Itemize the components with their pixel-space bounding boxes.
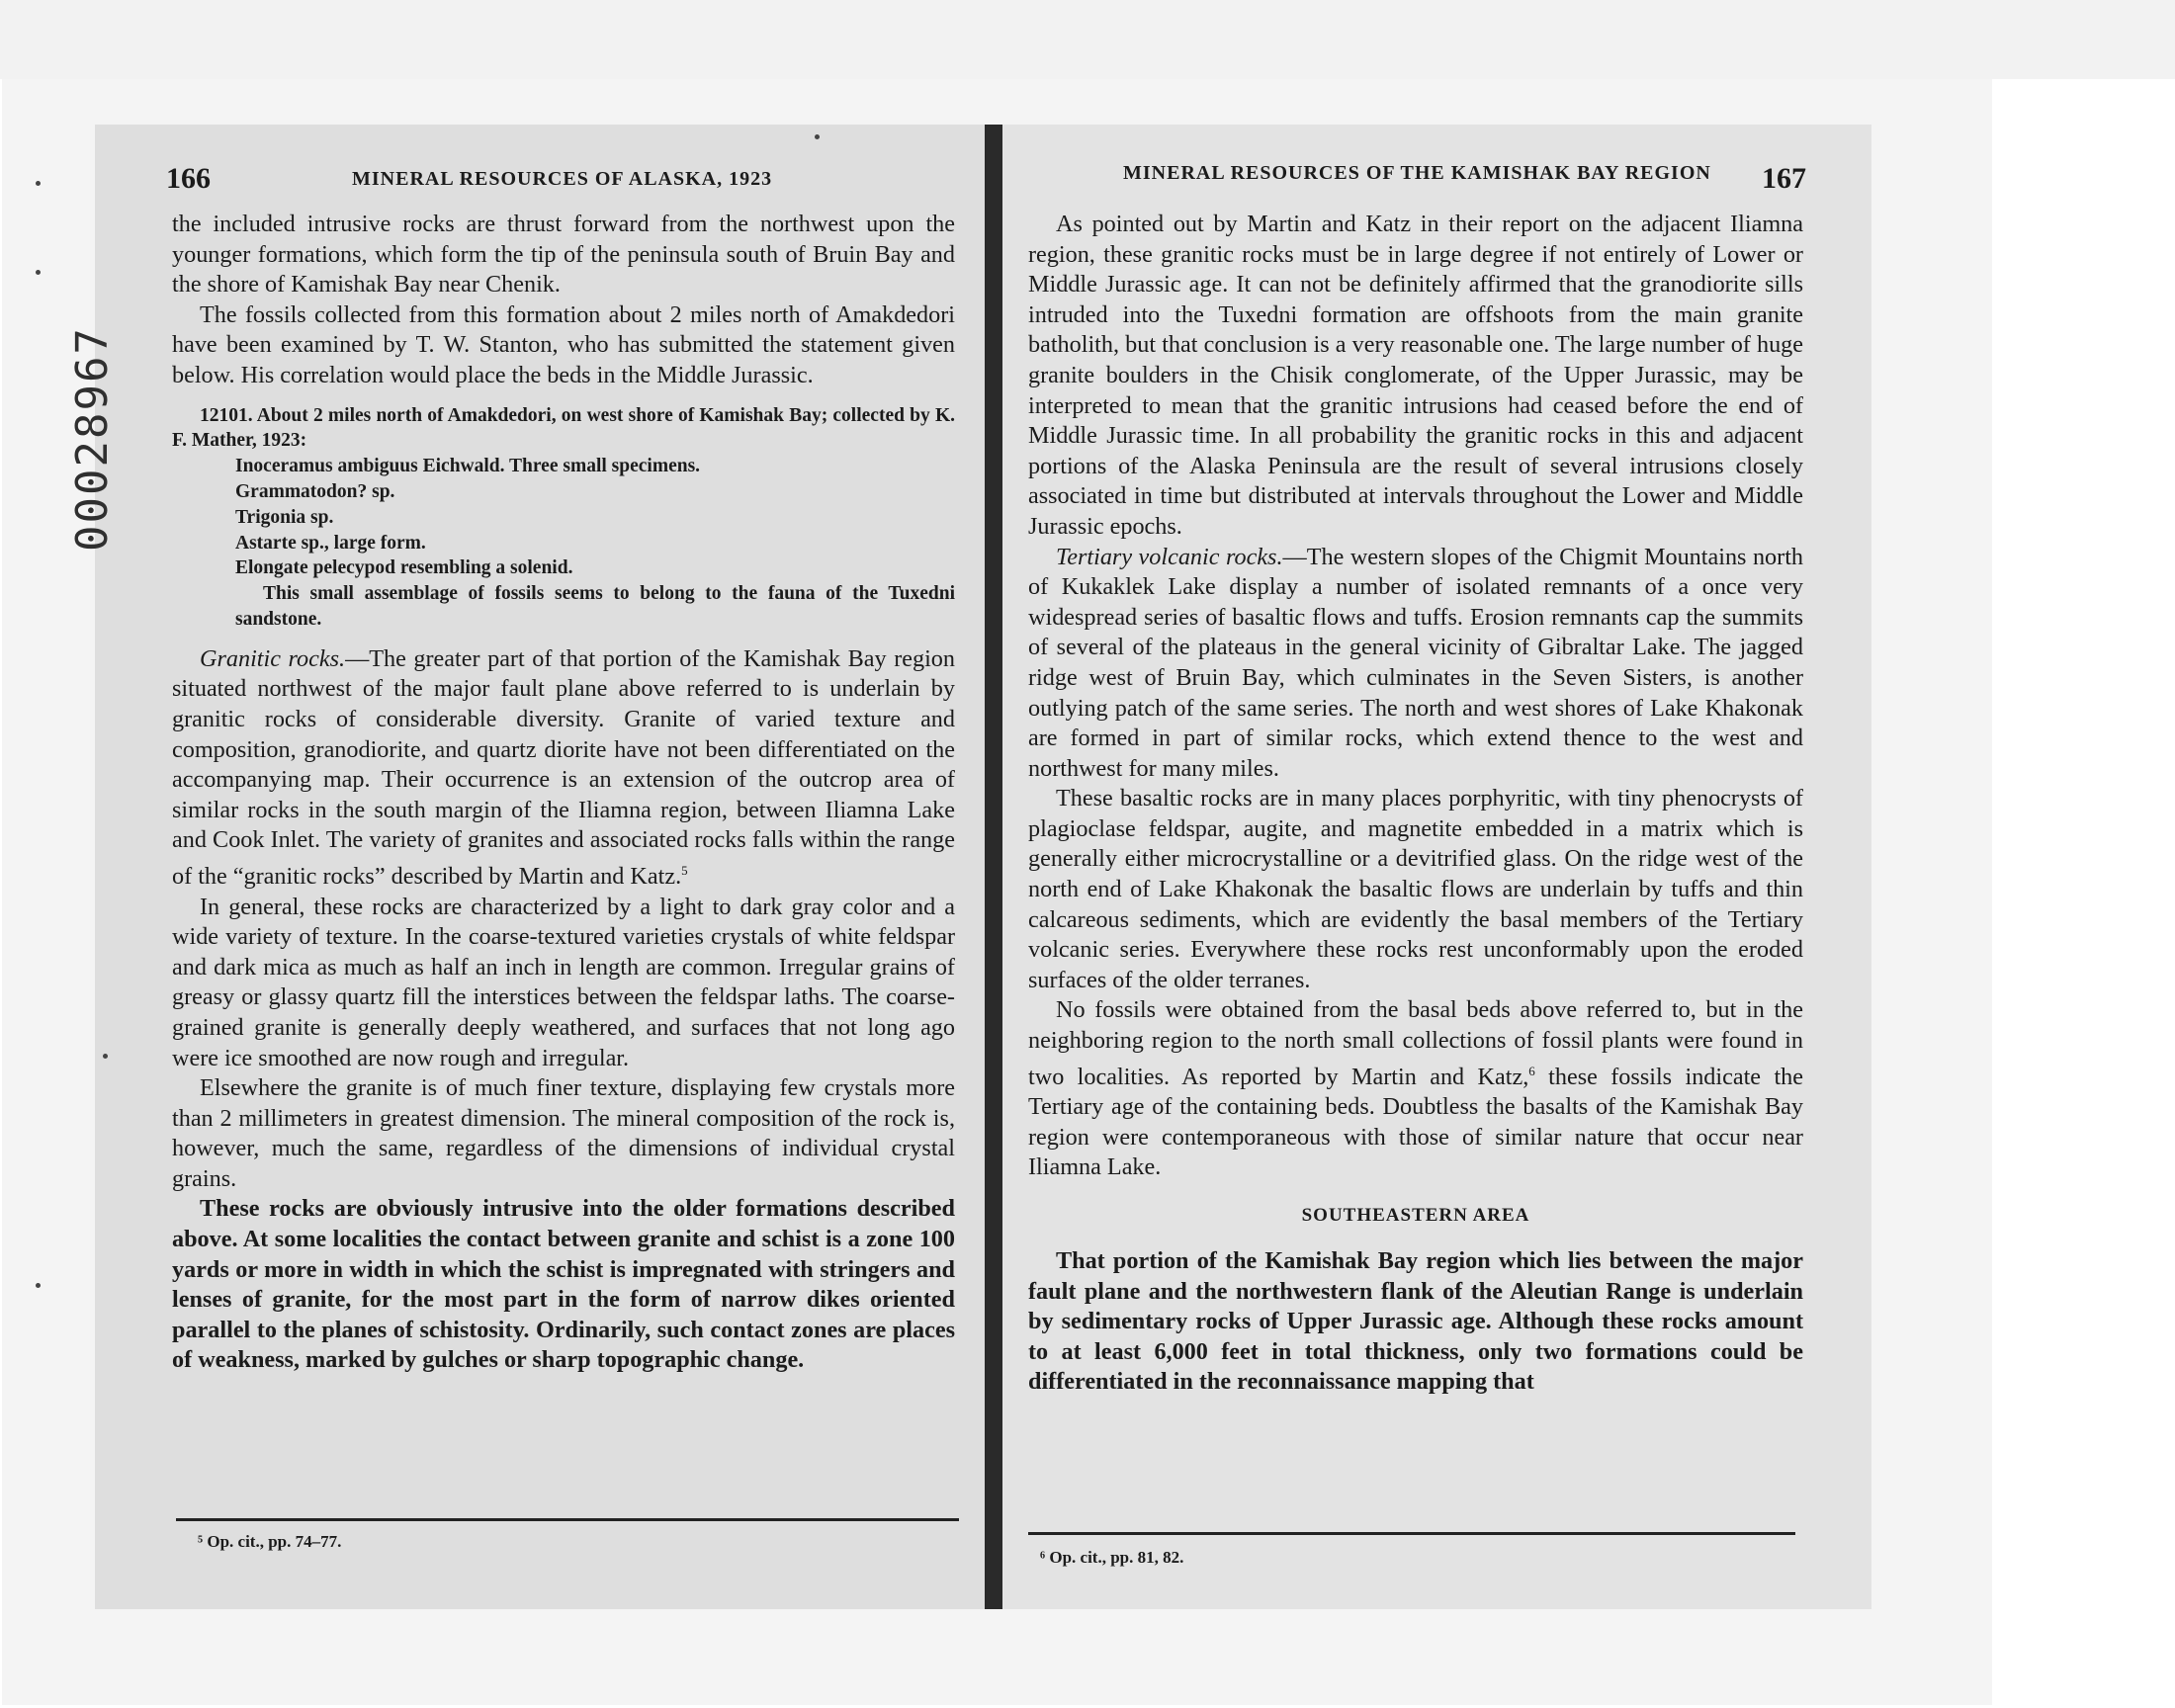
tertiary-paragraph xyxy=(1028,543,1803,785)
left-footnote-rule xyxy=(176,1518,959,1521)
no-fossils-paragraph xyxy=(1028,995,1803,1183)
scan-speck xyxy=(36,181,41,186)
southeastern-paragraph: That portion of the Kamishak Bay region which lies between the major fault plane and the northwestern flank of the Aleutian Range is underlain by sedimentary rocks of Upper Jurassic age. Although these rocks amount to at least 6,000 feet in total thickness, only two formations could be differentiated in the reconnaissance mapping that xyxy=(1028,1247,1803,1396)
intrusive-paragraph: These rocks are obviously intrusive into the older formations described above. At some localities the contact between granite and schist is a zone 100 yards or more in width in which the schist is impregnated with stringers and lenses of granite, for the most part in the form of narrow dikes oriented parallel to the planes of schistosity. Ordinarily, such contact zones are places of weakness, marked by gulches or sharp topographic change. xyxy=(172,1195,955,1374)
left-text-column xyxy=(172,210,955,1376)
left-footnote: ⁵ Op. cit., pp. 74–77. xyxy=(198,1532,342,1551)
no-fossils-text-end: these fossils indicate the Tertiary age of the containing beds. Doubtless the basalts of the Kamishak Bay region were contemporaneous with those of similar nature that occur near Iliamna Lake. xyxy=(1028,1063,1803,1181)
scan-speck xyxy=(815,134,820,139)
left-paragraph-fossils: The fossils collected from this formation about 2 miles north of Amakdedori have been examined by T. W. Stanton, who has submitted the statement given below. His correlation would place the beds in the Middle Jurassic. xyxy=(172,300,955,388)
granitic-rocks-text: —The greater part of that portion of the Kamishak Bay region situated northwest of the major fault plane above referred to is underlain by granitic rocks of considerable diversity. Granite of varied texture and composition, granodiorite, and quartz diorite have not been differentiated on the accompanying map. Their occurrence is an extension of the outcrop area of similar rocks in the south margin of the Iliamna region, between Iliamna Lake and Cook Inlet. The variety of granites and associated rocks falls within the range of the “granitic rocks” described by Martin and Katz. xyxy=(172,644,955,890)
no-fossils-text: No fossils were obtained from the basal beds above referred to, but in the neighboring region to the north small collections of fossil plants were found in two localities. As reported by Martin and Katz, xyxy=(1028,996,1803,1090)
right-footnote: ⁶ Op. cit., pp. 81, 82. xyxy=(1040,1548,1184,1567)
basaltic-paragraph: These basaltic rocks are in many places porphyritic, with tiny phenocrysts of plagioclase feldspar, augite, and magnetite embedded in a matrix which is generally either microcrystalline or a devitrified glass. On the ridge west of the north end of Lake Khakonak the basaltic flows are underlain by tuffs and thin calcareous sediments, which are evidently the basal members of the Tertiary volcanic series. Everywhere these rocks rest unconformably upon the eroded surfaces of the older terranes. xyxy=(1028,785,1803,993)
fossil-item: Grammatodon? sp. xyxy=(235,480,395,502)
section-heading: SOUTHEASTERN AREA xyxy=(1301,1205,1530,1227)
left-paragraph-continued: the included intrusive rocks are thrust forward from the northwest upon the younger formations, which form the tip of the peninsula south of Bruin Bay and the shore of Kamishak Bay near Chenik. xyxy=(172,211,955,299)
footnote-ref-6: 6 xyxy=(1528,1063,1535,1078)
fossil-item: Astarte sp., large form. xyxy=(235,532,426,554)
top-margin xyxy=(0,0,2175,79)
tertiary-heading: Tertiary volcanic rocks. xyxy=(1056,543,1283,570)
right-running-head: MINERAL RESOURCES OF THE KAMISHAK BAY REGION xyxy=(1123,162,1711,184)
right-page-number: 167 xyxy=(1762,162,1806,195)
right-footnote-rule xyxy=(1028,1532,1795,1535)
scan-speck xyxy=(36,270,41,275)
fossil-item: Elongate pelecypod resembling a solenid. xyxy=(235,557,573,579)
fossil-note: This small assemblage of fossils seems to belong to the fauna of the Tuxedni sandstone. xyxy=(235,583,955,630)
tertiary-text: —The western slopes of the Chigmit Mountains north of Kukaklek Lake display a number of isolated remnants of a once very widespread series of basaltic flows and tuffs. Erosion remnants cap the summits of several of the plateaus in the general vicinity of Gibraltar Lake. The jagged ridge west of Bruin Bay, which culminates in the Seven Sisters, is another outlying patch of the same series. The north and west shores of Lake Khakonak are formed in part of similar rocks, which extend thence to the west and northwest for many miles. xyxy=(1028,543,1804,782)
archive-stamp-number: 00028967 xyxy=(67,326,118,552)
book-gutter xyxy=(985,125,1002,1609)
right-text-column xyxy=(1028,210,1803,1398)
granitic-rocks-heading: Granitic rocks. xyxy=(200,644,346,672)
fossil-item: Inoceramus ambiguus Eichwald. Three small specimens. xyxy=(235,456,701,477)
right-margin xyxy=(1992,79,2175,1705)
elsewhere-paragraph: Elsewhere the granite is of much finer texture, displaying few crystals more than 2 millimeters in greatest dimension. The mineral composition of the rock is, however, much the same, regardless of the dimensions of individual crystal grains. xyxy=(172,1074,955,1192)
left-running-head: MINERAL RESOURCES OF ALASKA, 1923 xyxy=(352,168,773,190)
collection-entry: 12101. About 2 miles north of Amakdedori, on west shore of Kamishak Bay; collected by K. F. Mather, 1923: xyxy=(172,404,955,452)
left-page-number: 166 xyxy=(166,162,211,195)
scan-speck xyxy=(103,1054,108,1059)
general-paragraph: In general, these rocks are characterized by a light to dark gray color and a wide variety of texture. In the coarse-textured varieties crystals of white feldspar and dark mica as much as half an inch in length are common. Irregular grains of greasy or glassy quartz fill the interstices between the feldspar laths. The coarse-grained granite is generally deeply weathered, and surfaces that not long ago were ice smoothed are now rough and irregular. xyxy=(172,893,955,1071)
scan-speck xyxy=(36,1283,41,1288)
footnote-ref-5: 5 xyxy=(681,862,688,878)
fossil-item: Trigonia sp. xyxy=(235,506,334,528)
right-paragraph-iliamna: As pointed out by Martin and Katz in their report on the adjacent Iliamna region, these granitic rocks must be in large degree if not entirely of Lower or Middle Jurassic age. It can not be definitely affirmed that the granodiorite sills intruded into the Tuxedni formation are offshoots from the main granite batholith, but that conclusion is a very reasonable one. The large number of huge granite boulders in the Chisik conglomerate, of the Upper Jurassic, may be interpreted to mean that the granitic intrusions had ceased before the end of Middle Jurassic time. In all probability the granitic rocks in this and adjacent portions of the Alaska Peninsula are the result of several intrusions closely associated in time but distributed at intervals throughout the Lower and Middle Jurassic epochs. xyxy=(1028,211,1803,540)
granitic-rocks-paragraph xyxy=(172,644,955,893)
